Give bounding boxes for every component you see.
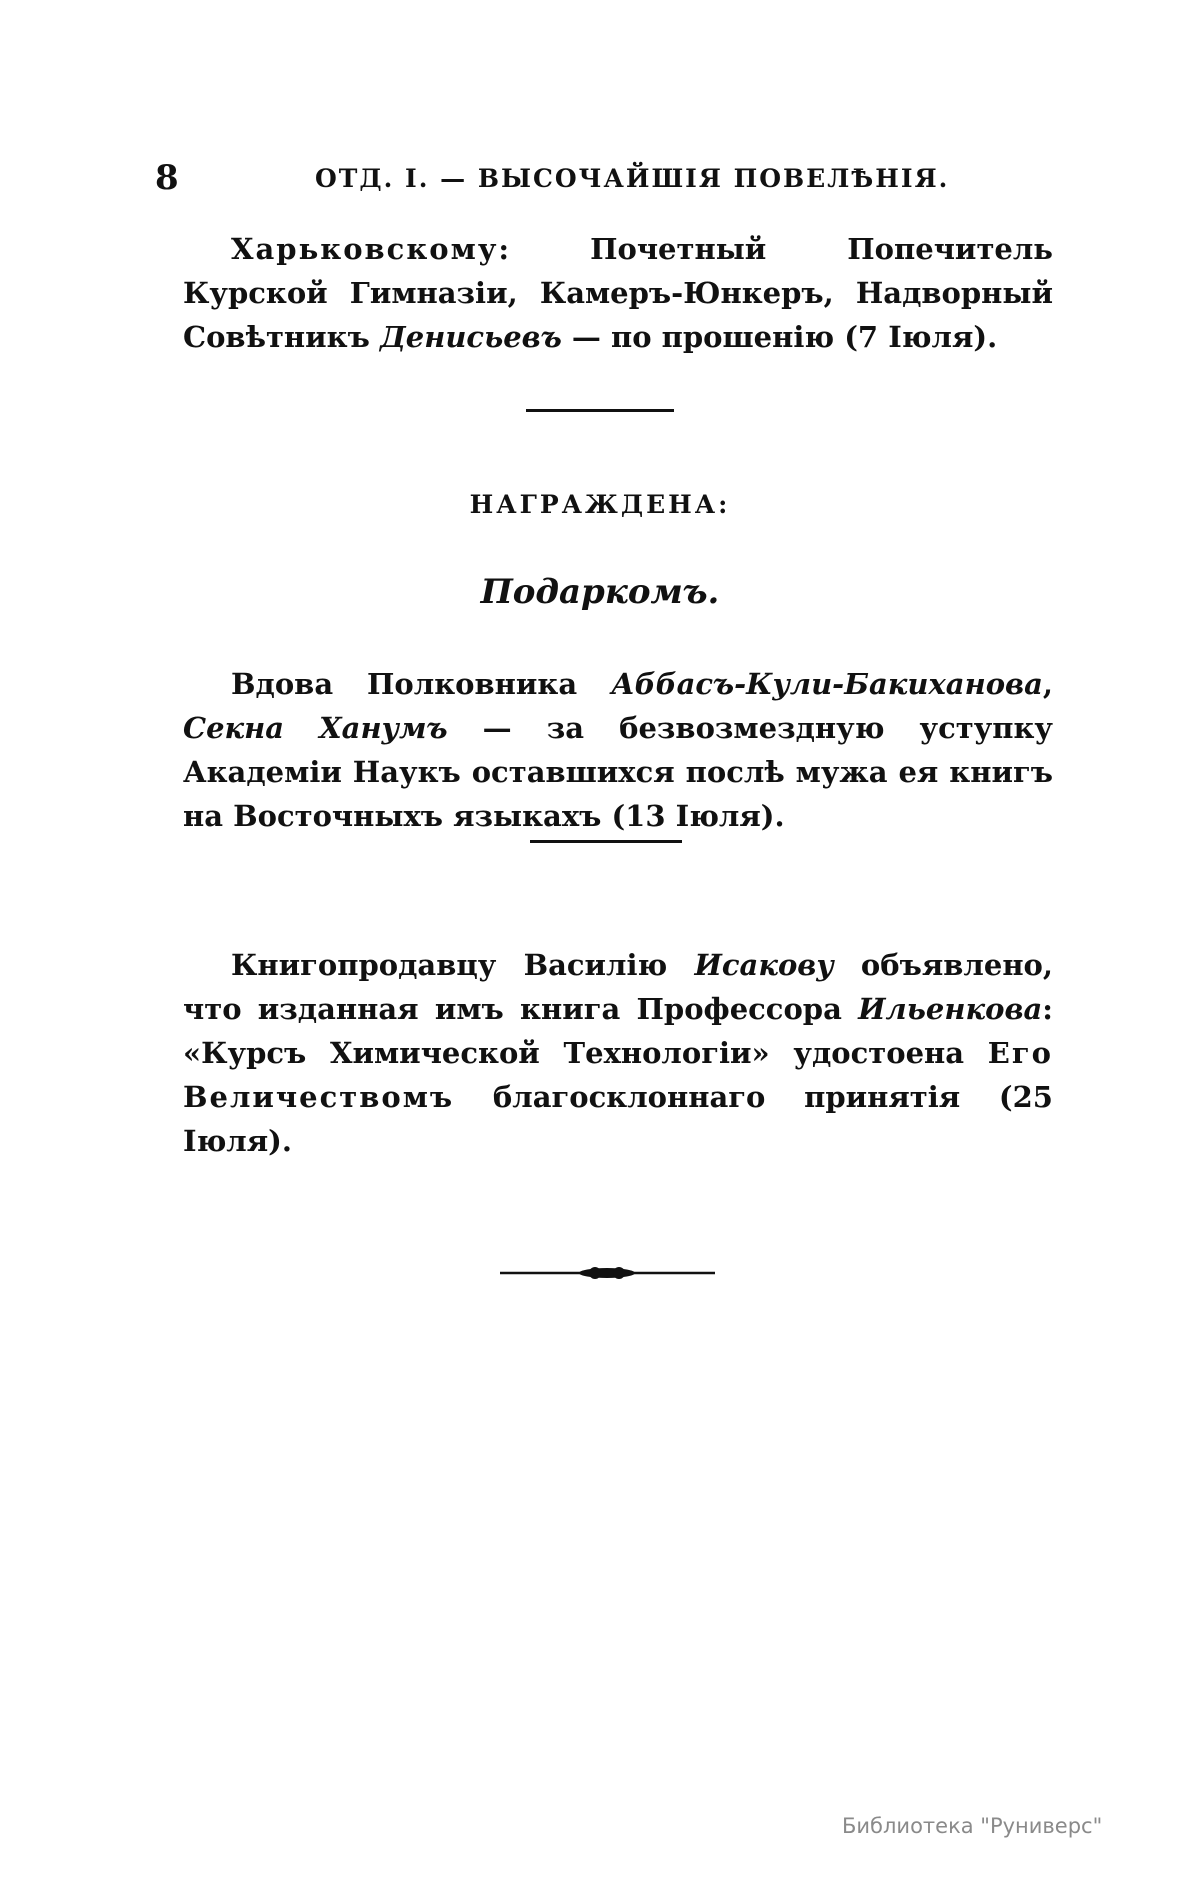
majesty-title: Его Величествомъ: [183, 1036, 1053, 1114]
library-watermark: Библиотека "Руниверс": [842, 1814, 1103, 1838]
district-name: Харьковскому: [231, 232, 499, 266]
paragraph-text: Книгопродавцу Василію: [231, 948, 695, 982]
person-name: Денисьевъ: [379, 320, 562, 354]
paragraph-text: ,: [1042, 667, 1053, 701]
page-header: [155, 158, 1055, 198]
paragraph-text: : «Курсъ Химической Технологіи» удостоена: [183, 992, 1053, 1070]
paragraph-kharkov: [183, 227, 1053, 359]
subsection-heading: Подаркомъ.: [480, 572, 720, 612]
section-heading: НАГРАЖДЕНА:: [469, 490, 731, 519]
end-ornament: [500, 1265, 715, 1281]
paragraph-text: Вдова Полковника: [231, 667, 612, 701]
divider-rule: [530, 840, 682, 843]
running-title: ОТД. I. — ВЫСОЧАЙШІЯ ПОВЕЛѢНІЯ.: [315, 164, 950, 193]
person-name: Секна Ханумъ: [183, 711, 448, 745]
page-number: 8: [155, 158, 179, 198]
paragraph-text: благосклоннаго принятія (25 Іюля).: [183, 1080, 1053, 1158]
paragraph-text: — за безвозмездную уступку Академіи Наукъ оставшихся послѣ мужа ея книгъ на Восточныхъ языкахъ (13 Іюля).: [183, 711, 1053, 833]
person-name: Аббасъ-Кули-Бакиханова: [611, 667, 1043, 701]
paragraph-text: объявлено, что изданная имъ книга Профессора: [183, 948, 1053, 1026]
paragraph-bookseller: [183, 943, 1053, 1163]
paragraph-widow: [183, 662, 1053, 838]
paragraph-text: : Почетный Попечитель Курской Гимназіи, Камеръ-Юнкеръ, Надворный Совѣтникъ: [183, 232, 1053, 354]
person-name: Ильенкова: [858, 992, 1043, 1026]
divider-rule: [526, 409, 674, 412]
paragraph-text: — по прошенію (7 Іюля).: [561, 320, 998, 354]
person-name: Исакову: [694, 948, 834, 982]
